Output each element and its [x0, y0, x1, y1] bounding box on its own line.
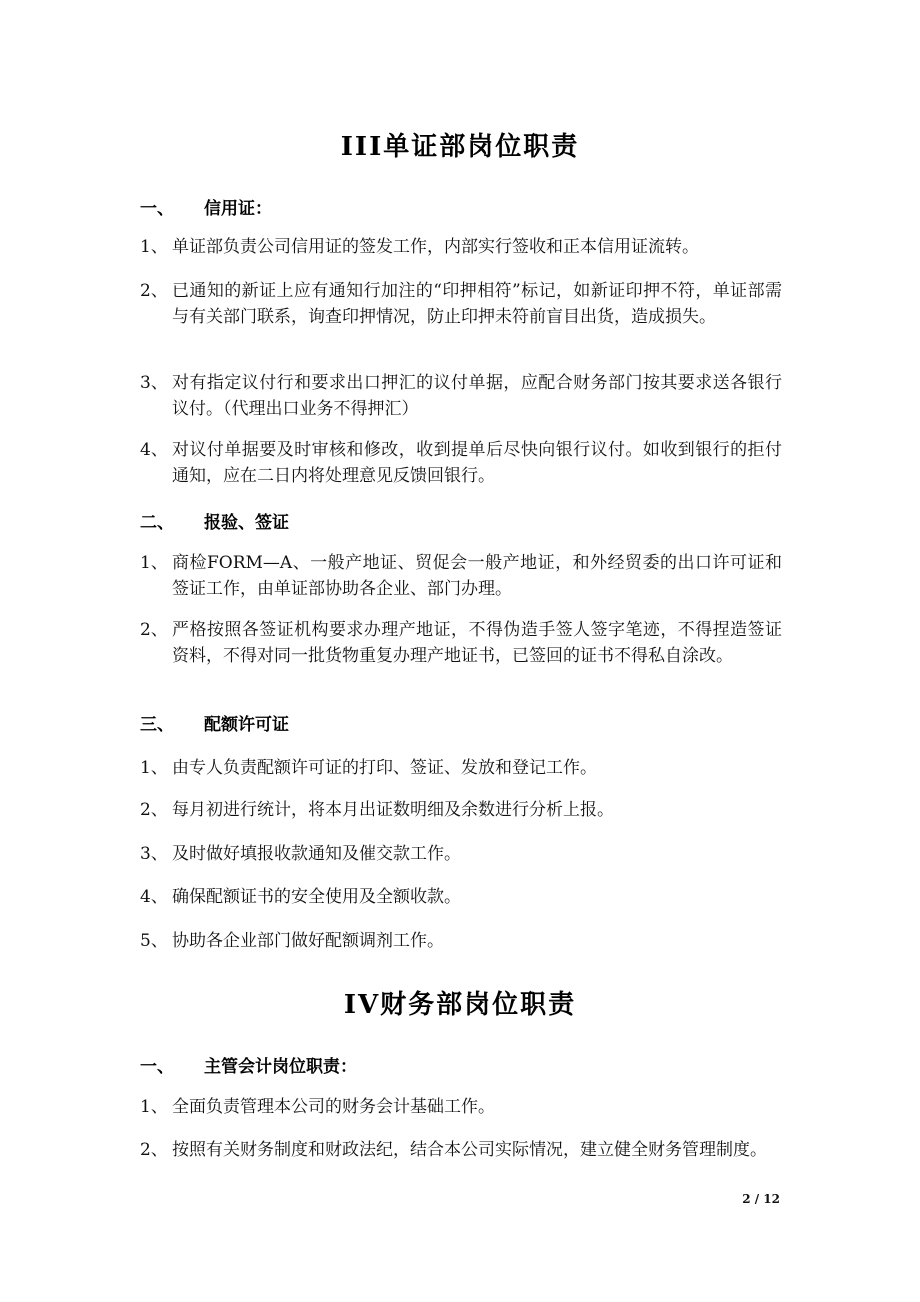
- group-heading: [140, 710, 289, 735]
- list-item: [140, 755, 782, 781]
- item-number: 3、: [140, 373, 168, 393]
- item-number: 4、: [140, 440, 168, 460]
- group-number: 一、: [140, 199, 174, 219]
- group-label: 报验、签证: [204, 513, 289, 533]
- item-text: 按照有关财务制度和财政法纪，结合本公司实际情况，建立健全财务管理制度。: [172, 1140, 767, 1160]
- item-text: 对有指定议付行和要求出口押汇的议付单据，应配合财务部门按其要求送各银行议付。（代理出口业务不得押汇）: [172, 373, 782, 419]
- list-item: [140, 841, 782, 867]
- item-text: 每月初进行统计，将本月出证数明细及余数进行分析上报。: [172, 800, 614, 820]
- item-text: 已通知的新证上应有通知行加注的“印押相符”标记，如新证印押不符，单证部需与有关部门联系，询查印押情况，防止印押未符前盲目出货，造成损失。: [172, 281, 782, 327]
- item-text: 对议付单据要及时审核和修改，收到提单后尽快向银行议付。如收到银行的拒付通知，应在二日内将处理意见反馈回银行。: [172, 440, 782, 486]
- group-number: 二、: [140, 513, 174, 533]
- item-number: 4、: [140, 887, 168, 907]
- item-number: 1、: [140, 758, 168, 778]
- item-text: 及时做好填报收款通知及催交款工作。: [172, 844, 461, 864]
- group-label: 配额许可证: [204, 715, 289, 735]
- item-number: 1、: [140, 1097, 168, 1117]
- item-text: 商检FORM—A、一般产地证、贸促会一般产地证，和外经贸委的出口许可证和签证工作，由单证部协助各企业、部门办理。: [172, 553, 782, 599]
- group-heading: [140, 508, 289, 533]
- item-text: 单证部负责公司信用证的签发工作，内部实行签收和正本信用证流转。: [172, 237, 699, 257]
- item-number: 1、: [140, 553, 168, 573]
- section-title-iii: III单证部岗位职责: [340, 132, 580, 162]
- item-text: 由专人负责配额许可证的打印、签证、发放和登记工作。: [172, 758, 597, 778]
- item-number: 2、: [140, 1140, 168, 1160]
- group-number: 一、: [140, 1057, 174, 1077]
- item-number: 3、: [140, 844, 168, 864]
- section-title-iv: IV财务部岗位职责: [343, 990, 577, 1020]
- list-item: [140, 278, 782, 330]
- group-heading: [140, 194, 272, 219]
- group-label: 主管会计岗位职责：: [204, 1057, 357, 1077]
- list-item: [140, 1094, 782, 1120]
- item-number: 1、: [140, 237, 168, 257]
- item-number: 2、: [140, 800, 168, 820]
- list-item: [140, 617, 782, 669]
- list-item: [140, 370, 782, 422]
- item-number: 2、: [140, 281, 168, 301]
- list-item: [140, 1137, 782, 1163]
- item-text: 全面负责管理本公司的财务会计基础工作。: [172, 1097, 495, 1117]
- item-number: 5、: [140, 931, 168, 951]
- list-item: [140, 928, 782, 954]
- list-item: [140, 884, 782, 910]
- list-item: [140, 234, 782, 260]
- item-text: 确保配额证书的安全使用及全额收款。: [172, 887, 461, 907]
- page-number: 2 / 12: [742, 1192, 780, 1206]
- list-item: [140, 797, 782, 823]
- group-label: 信用证：: [204, 199, 272, 219]
- item-number: 2、: [140, 620, 168, 640]
- item-text: 协助各企业部门做好配额调剂工作。: [172, 931, 444, 951]
- group-number: 三、: [140, 715, 174, 735]
- group-heading: [140, 1052, 357, 1077]
- list-item: [140, 437, 782, 489]
- item-text: 严格按照各签证机构要求办理产地证，不得伪造手签人签字笔迹，不得捏造签证资料，不得对同一批货物重复办理产地证书，已签回的证书不得私自涂改。: [172, 620, 782, 666]
- list-item: [140, 550, 782, 602]
